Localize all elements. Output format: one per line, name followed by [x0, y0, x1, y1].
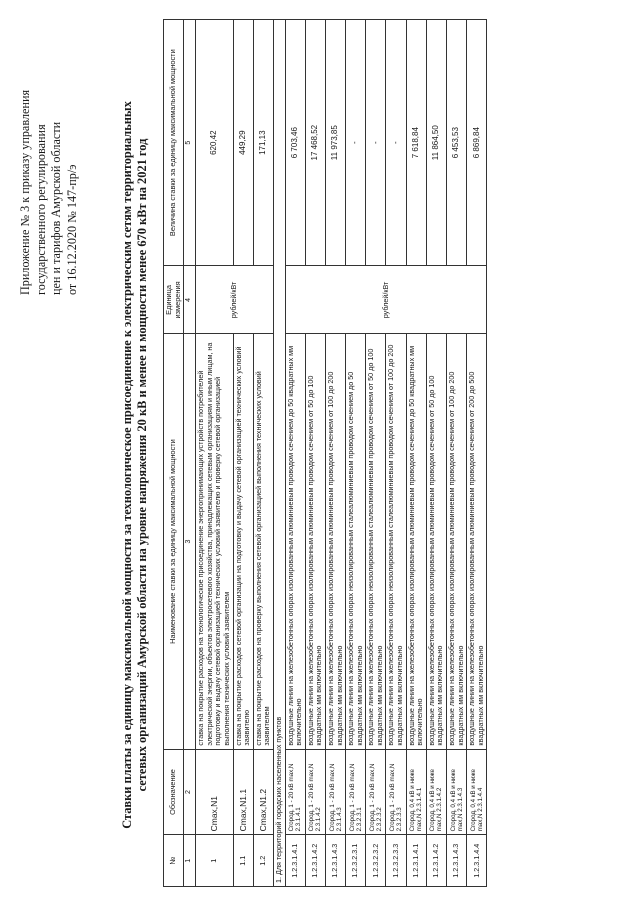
table-row — [447, 20, 467, 887]
row-designation: Cгород, 0,4 кВ и ниже max,N 2.3.1.4.1 — [406, 749, 426, 835]
row-number: 1.1 — [233, 835, 253, 887]
row-rate-name: ставка на покрытие расходов на технологическое присоединение энергопринимающих устройств потребителей электрической энергии, объектов электросетевого хозяйства, принадлежащих сетевым организациям и иным лицам, на подготовку и выдачу сетевой организацией технических условий заявителю и проверку сетевой организацией выполнения технических условий заявителем — [196, 334, 233, 749]
row-rate-name: воздушные линии на железобетонных опорах неизолированным сталеалюминиевым проводом сечением от 100 до 200 квадратных мм включительно — [386, 334, 406, 749]
row-rate-value: - — [386, 20, 406, 266]
section-row — [273, 20, 285, 887]
row-designation: Cmax,N1 — [196, 749, 233, 835]
table-header-row — [164, 20, 184, 887]
row-rate-name: воздушные линии на железобетонных опорах изолированным алюминиевым проводом сечением от 200 до 500 квадратных мм включительно — [467, 334, 487, 749]
row-number: 1.2.3.1.4.4 — [467, 835, 487, 887]
row-rate-value: 449,29 — [233, 20, 253, 266]
header-number: № — [164, 835, 184, 887]
row-rate-name: воздушные линии на железобетонных опорах неизолированным сталеалюминиевым проводом сечением до 50 квадратных мм включительно — [346, 334, 366, 749]
col-num-3: 3 — [184, 334, 196, 749]
row-rate-name: воздушные линии на железобетонных опорах изолированным алюминиевым проводом сечением от 100 до 200 квадратных мм включительно — [325, 334, 345, 749]
row-designation: Cгород, 1 - 20 кВ max,N 2.3.2.3.2 — [366, 749, 386, 835]
row-designation: Cгород, 1 - 20 кВ max,N 2.3.1.4.2 — [305, 749, 325, 835]
table-row — [325, 20, 345, 887]
header-rate-name: Наименование ставки за единицу максимальной мощности — [164, 334, 184, 749]
row-rate-value: 11 973,85 — [325, 20, 345, 266]
appendix-header — [18, 35, 80, 295]
row-number: 1.2.3.1.4.3 — [447, 835, 467, 887]
row-number: 1.2.3.1.4.2 — [426, 835, 446, 887]
row-number: 1.2.3.1.4.1 — [285, 835, 305, 887]
row-rate-value: 6 453,53 — [447, 20, 467, 266]
table-row — [386, 20, 406, 887]
row-rate-name: ставка на покрытие расходов на проверку выполнения сетевой организацией выполнения технических условий заявителем — [253, 334, 273, 749]
table-row — [196, 20, 233, 887]
row-rate-name: воздушные линии на железобетонных опорах изолированным алюминиевым проводом сечением до 50 квадратных мм включительно — [285, 334, 305, 749]
row-rate-name: воздушные линии на железобетонных опорах изолированным алюминиевым проводом сечением от 50 до 100 квадратных мм включительно — [426, 334, 446, 749]
row-rate-value: 6 703,46 — [285, 20, 305, 266]
row-rate-value: - — [366, 20, 386, 266]
row-rate-value: 6 869,84 — [467, 20, 487, 266]
row-number: 1 — [196, 835, 233, 887]
row-designation: Cгород, 1 - 20 кВ max,N 2.3.1.4.3 — [325, 749, 345, 835]
appendix-line-2: государственного регулирования — [33, 124, 48, 295]
row-rate-name: воздушные линии на железобетонных опорах изолированным алюминиевым проводом сечением от 50 до 100 квадратных мм включительно — [305, 334, 325, 749]
table-row — [346, 20, 366, 887]
row-designation: Cгород, 0,4 кВ и ниже max,N 2.3.1.4.3 — [447, 749, 467, 835]
table-row — [253, 20, 273, 887]
col-num-2: 2 — [184, 749, 196, 835]
row-number: 1.2.3.1.4.2 — [305, 835, 325, 887]
row-designation: Cгород, 1 - 20 кВ max,N 2.3.2.3.3 — [386, 749, 406, 835]
row-number: 1.2.3.2.3.2 — [366, 835, 386, 887]
row-rate-name: воздушные линии на железобетонных опорах изолированным алюминиевым проводом сечением от 100 до 200 квадратных мм включительно — [447, 334, 467, 749]
row-designation: Cmax,N1.2 — [253, 749, 273, 835]
row-number: 1.2.3.2.3.3 — [386, 835, 406, 887]
row-rate-value: 17 468,52 — [305, 20, 325, 266]
row-designation: Cгород, 1 - 20 кВ max,N 2.3.1.4.1 — [285, 749, 305, 835]
row-number: 1.2.3.1.4.3 — [325, 835, 345, 887]
row-unit: рублей/кВт — [196, 266, 274, 334]
header-rate-value: Величина ставки за единицу максимальной мощности — [164, 20, 184, 266]
table-row — [426, 20, 446, 887]
table-row — [366, 20, 386, 887]
table-row — [467, 20, 487, 887]
row-rate-name: воздушные линии на железобетонных опорах неизолированным сталеалюминиевым проводом сечением от 50 до 100 квадратных мм включительно — [366, 334, 386, 749]
row-rate-value: - — [346, 20, 366, 266]
row-designation: Cmax,N1.1 — [233, 749, 253, 835]
row-number: 1.2.3.2.3.1 — [346, 835, 366, 887]
table-row — [285, 20, 305, 887]
title-line-2: сетевых организаций Амурской области на уровне напряжения 20 кВ и менее и мощности менее 670 кВт на 2021 год — [135, 138, 149, 792]
row-designation: Cгород, 1 - 20 кВ max,N 2.3.2.3.1 — [346, 749, 366, 835]
row-unit: рублей/кВт — [285, 266, 487, 334]
column-number-row — [184, 20, 196, 887]
row-rate-value: 11 864,50 — [426, 20, 446, 266]
row-number: 1.2 — [253, 835, 273, 887]
table-row — [233, 20, 253, 887]
table-row — [406, 20, 426, 887]
row-rate-name: воздушные линии на железобетонных опорах изолированным алюминиевым проводом сечением до 50 квадратных мм включительно — [406, 334, 426, 749]
rates-table — [163, 19, 487, 887]
col-num-5: 5 — [184, 20, 196, 266]
header-unit: Единица измерения — [164, 266, 184, 334]
header-designation: Обозначение — [164, 749, 184, 835]
row-rate-value: 171,13 — [253, 20, 273, 266]
col-num-4: 4 — [184, 266, 196, 334]
row-rate-name: ставка на покрытие расходов сетевой организации на подготовку и выдачу сетевой организацией технических условий заявителю — [233, 334, 253, 749]
table-row — [305, 20, 325, 887]
row-designation: Cгород, 0,4 кВ и ниже max,N 2.3.1.4.2 — [426, 749, 446, 835]
document-title — [120, 55, 150, 875]
section-label: 1. Для территорий городских населенных пунктов — [273, 20, 285, 887]
appendix-line-4: от 16.12.2020 № 147-пр/э — [64, 164, 79, 295]
row-number: 1.2.3.1.4.1 — [406, 835, 426, 887]
row-designation: Cгород, 0,4 кВ и ниже max,N 2.3.1.4.4 — [467, 749, 487, 835]
appendix-line-1: Приложение № 3 к приказу управления — [18, 89, 32, 295]
row-rate-value: 7 618,84 — [406, 20, 426, 266]
title-line-1: Ставки платы за единицу максимальной мощности за технологическое присоединение к электрическим сетям территориальных — [120, 101, 134, 829]
appendix-line-3: цен и тарифов Амурской области — [49, 121, 63, 295]
col-num-1: 1 — [184, 835, 196, 887]
row-rate-value: 620,42 — [196, 20, 233, 266]
